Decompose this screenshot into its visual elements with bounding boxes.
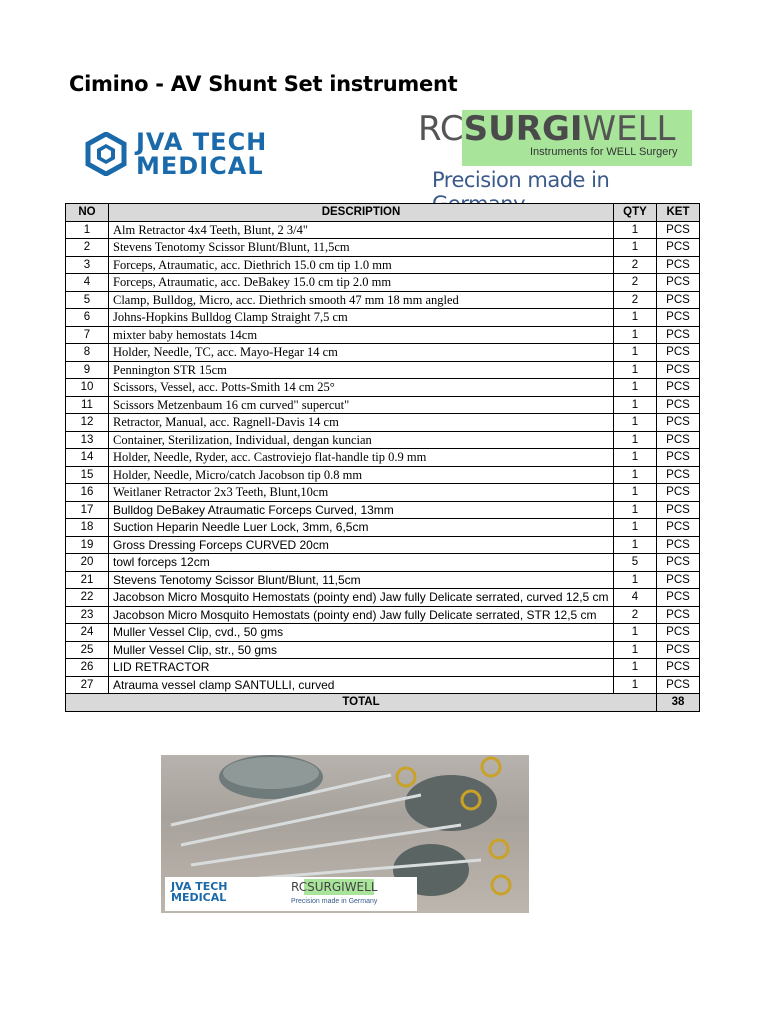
instrument-table — [65, 203, 700, 712]
row-no: 19 — [66, 536, 109, 554]
row-qty: 1 — [614, 571, 657, 589]
row-qty: 1 — [614, 484, 657, 502]
row-ket: PCS — [657, 414, 700, 432]
row-description: Gross Dressing Forceps CURVED 20cm — [109, 536, 614, 554]
row-no: 1 — [66, 221, 109, 239]
row-description: Weitlaner Retractor 2x3 Teeth, Blunt,10cm — [109, 484, 614, 502]
row-ket: PCS — [657, 641, 700, 659]
row-no: 4 — [66, 274, 109, 292]
row-qty: 1 — [614, 641, 657, 659]
table-row — [66, 659, 700, 677]
table-row — [66, 344, 700, 362]
rc-logo-prefix: RC — [418, 109, 464, 149]
row-qty: 1 — [614, 676, 657, 694]
row-description: Muller Vessel Clip, cvd., 50 gms — [109, 624, 614, 642]
row-qty: 1 — [614, 449, 657, 467]
table-row — [66, 589, 700, 607]
row-qty: 1 — [614, 379, 657, 397]
row-description: Johns-Hopkins Bulldog Clamp Straight 7,5 cm — [109, 309, 614, 327]
row-description: LID RETRACTOR — [109, 659, 614, 677]
row-no: 13 — [66, 431, 109, 449]
row-description: Stevens Tenotomy Scissor Blunt/Blunt, 11,5cm — [109, 239, 614, 257]
total-label: TOTAL — [66, 694, 657, 712]
row-ket: PCS — [657, 396, 700, 414]
row-description: Holder, Needle, TC, acc. Mayo-Hegar 14 cm — [109, 344, 614, 362]
row-qty: 2 — [614, 274, 657, 292]
row-qty: 1 — [614, 344, 657, 362]
row-ket: PCS — [657, 554, 700, 572]
table-row — [66, 536, 700, 554]
row-qty: 5 — [614, 554, 657, 572]
row-no: 7 — [66, 326, 109, 344]
row-qty: 1 — [614, 309, 657, 327]
rc-logo-brand-rest: WELL — [582, 109, 676, 149]
table-row — [66, 396, 700, 414]
row-no: 14 — [66, 449, 109, 467]
row-no: 5 — [66, 291, 109, 309]
table-row — [66, 274, 700, 292]
row-description: Scissors Metzenbaum 16 cm curved" supercut" — [109, 396, 614, 414]
row-ket: PCS — [657, 519, 700, 537]
row-no: 24 — [66, 624, 109, 642]
table-row — [66, 291, 700, 309]
rc-logo-tagline: Instruments for WELL Surgery — [530, 146, 678, 158]
row-description: Clamp, Bulldog, Micro, acc. Diethrich smooth 47 mm 18 mm angled — [109, 291, 614, 309]
jva-logo-line1: JVA TECH — [136, 128, 268, 156]
row-no: 20 — [66, 554, 109, 572]
row-qty: 4 — [614, 589, 657, 607]
row-no: 6 — [66, 309, 109, 327]
row-qty: 2 — [614, 606, 657, 624]
row-description: Pennington STR 15cm — [109, 361, 614, 379]
row-ket: PCS — [657, 676, 700, 694]
table-row — [66, 554, 700, 572]
row-description: Retractor, Manual, acc. Ragnell-Davis 14 cm — [109, 414, 614, 432]
row-description: Forceps, Atraumatic, acc. DeBakey 15.0 cm tip 2.0 mm — [109, 274, 614, 292]
row-ket: PCS — [657, 659, 700, 677]
row-no: 26 — [66, 659, 109, 677]
row-ket: PCS — [657, 449, 700, 467]
row-ket: PCS — [657, 344, 700, 362]
row-qty: 1 — [614, 221, 657, 239]
table-row — [66, 449, 700, 467]
row-description: towl forceps 12cm — [109, 554, 614, 572]
photo-rc-logo: RCSURGIWELL — [291, 880, 378, 894]
row-ket: PCS — [657, 221, 700, 239]
row-ket: PCS — [657, 274, 700, 292]
row-ket: PCS — [657, 484, 700, 502]
row-description: Forceps, Atraumatic, acc. Diethrich 15.0 cm tip 1.0 mm — [109, 256, 614, 274]
table-row — [66, 606, 700, 624]
header-qty: QTY — [614, 204, 657, 222]
table-header-row — [66, 204, 700, 222]
row-ket: PCS — [657, 431, 700, 449]
row-ket: PCS — [657, 361, 700, 379]
row-ket: PCS — [657, 606, 700, 624]
table-row — [66, 641, 700, 659]
row-ket: PCS — [657, 466, 700, 484]
table-row — [66, 221, 700, 239]
row-qty: 1 — [614, 414, 657, 432]
row-no: 25 — [66, 641, 109, 659]
table-row — [66, 484, 700, 502]
row-ket: PCS — [657, 239, 700, 257]
table-row — [66, 256, 700, 274]
row-description: Stevens Tenotomy Scissor Blunt/Blunt, 11,5cm — [109, 571, 614, 589]
row-ket: PCS — [657, 589, 700, 607]
table-row — [66, 361, 700, 379]
row-description: Container, Sterilization, Individual, dengan kuncian — [109, 431, 614, 449]
row-qty: 1 — [614, 624, 657, 642]
rc-logo-brand-bold: SURGI — [463, 109, 583, 149]
instruments-photo — [161, 755, 529, 913]
row-ket: PCS — [657, 571, 700, 589]
row-description: Holder, Needle, Ryder, acc. Castroviejo flat-handle tip 0.9 mm — [109, 449, 614, 467]
row-ket: PCS — [657, 309, 700, 327]
row-description: Holder, Needle, Micro/catch Jacobson tip 0.8 mm — [109, 466, 614, 484]
row-no: 22 — [66, 589, 109, 607]
row-qty: 1 — [614, 466, 657, 484]
row-ket: PCS — [657, 291, 700, 309]
rc-logo-wordmark — [418, 110, 676, 148]
row-qty: 1 — [614, 396, 657, 414]
row-no: 18 — [66, 519, 109, 537]
header-description: DESCRIPTION — [109, 204, 614, 222]
rc-logo-precision: Precision made in — [432, 168, 610, 192]
row-description: Alm Retractor 4x4 Teeth, Blunt, 2 3/4" — [109, 221, 614, 239]
row-description: mixter baby hemostats 14cm — [109, 326, 614, 344]
row-no: 3 — [66, 256, 109, 274]
row-qty: 1 — [614, 239, 657, 257]
table-row — [66, 571, 700, 589]
photo-rc-precision: Precision made in Germany — [291, 898, 378, 905]
row-ket: PCS — [657, 536, 700, 554]
table-row — [66, 501, 700, 519]
row-qty: 1 — [614, 519, 657, 537]
row-no: 27 — [66, 676, 109, 694]
table-row — [66, 431, 700, 449]
row-description: Jacobson Micro Mosquito Hemostats (pointy end) Jaw fully Delicate serrated, STR 12,5 cm — [109, 606, 614, 624]
table-row — [66, 239, 700, 257]
row-ket: PCS — [657, 256, 700, 274]
table-total-row — [66, 694, 700, 712]
row-no: 9 — [66, 361, 109, 379]
photo-logo-strip — [165, 877, 417, 911]
page-title: Cimino - AV Shunt Set instrument — [69, 72, 458, 96]
total-value: 38 — [657, 694, 700, 712]
table-row — [66, 414, 700, 432]
row-no: 8 — [66, 344, 109, 362]
table-row — [66, 466, 700, 484]
row-no: 17 — [66, 501, 109, 519]
table-row — [66, 519, 700, 537]
row-qty: 1 — [614, 326, 657, 344]
jva-tech-medical-logo — [84, 128, 284, 184]
row-qty: 2 — [614, 256, 657, 274]
row-no: 23 — [66, 606, 109, 624]
row-qty: 2 — [614, 291, 657, 309]
row-qty: 1 — [614, 659, 657, 677]
row-no: 10 — [66, 379, 109, 397]
row-description: Bulldog DeBakey Atraumatic Forceps Curved, 13mm — [109, 501, 614, 519]
jva-logo-line2: MEDICAL — [136, 152, 264, 180]
row-ket: PCS — [657, 501, 700, 519]
header-ket: KET — [657, 204, 700, 222]
row-no: 2 — [66, 239, 109, 257]
row-description: Scissors, Vessel, acc. Potts-Smith 14 cm 25° — [109, 379, 614, 397]
rc-surgiwell-logo — [418, 108, 692, 196]
row-ket: PCS — [657, 379, 700, 397]
row-qty: 1 — [614, 361, 657, 379]
row-no: 21 — [66, 571, 109, 589]
row-ket: PCS — [657, 326, 700, 344]
row-no: 11 — [66, 396, 109, 414]
row-qty: 1 — [614, 431, 657, 449]
row-no: 12 — [66, 414, 109, 432]
table-row — [66, 326, 700, 344]
row-description: Atrauma vessel clamp SANTULLI, curved — [109, 676, 614, 694]
table-row — [66, 379, 700, 397]
row-no: 15 — [66, 466, 109, 484]
table-row — [66, 624, 700, 642]
jva-hexagon-logo-icon — [84, 132, 128, 176]
photo-jva-logo: JVA TECH MEDICAL — [171, 880, 228, 904]
row-description: Muller Vessel Clip, str., 50 gms — [109, 641, 614, 659]
row-no: 16 — [66, 484, 109, 502]
row-qty: 1 — [614, 501, 657, 519]
row-ket: PCS — [657, 624, 700, 642]
row-description: Jacobson Micro Mosquito Hemostats (pointy end) Jaw fully Delicate serrated, curved 12,5 cm — [109, 589, 614, 607]
row-description: Suction Heparin Needle Luer Lock, 3mm, 6,5cm — [109, 519, 614, 537]
table-row — [66, 676, 700, 694]
row-qty: 1 — [614, 536, 657, 554]
header-no: NO — [66, 204, 109, 222]
table-row — [66, 309, 700, 327]
